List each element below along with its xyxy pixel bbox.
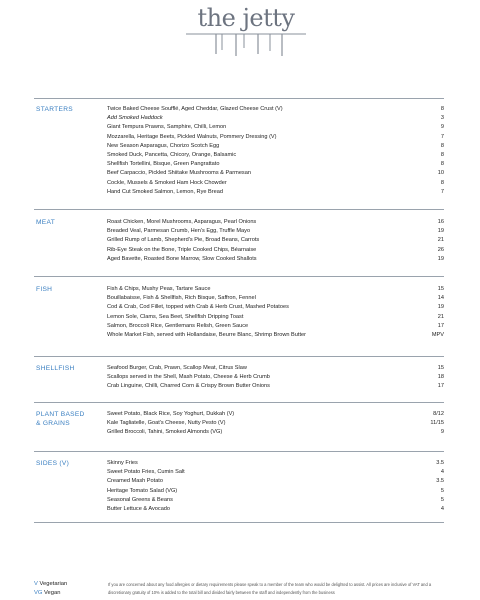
- menu-item: [107, 331, 444, 340]
- item-name: Whole Market Fish, served with Hollandaise, Beurre Blanc, Shrimp Brown Butter: [107, 331, 306, 338]
- legend-vegetarian: V Vegetarian: [34, 581, 68, 587]
- item-price: 19: [437, 255, 444, 262]
- menu-item: [107, 188, 444, 197]
- item-name: Rib-Eye Steak on the Bone, Triple Cooked Chips, Béarnaise: [107, 246, 257, 253]
- item-price: 8/12: [433, 411, 444, 417]
- section-title: [36, 364, 75, 373]
- section-title-line: SHELLFISH: [36, 365, 75, 372]
- section-divider: [34, 451, 444, 452]
- logo-wordmark: the jetty: [197, 4, 295, 32]
- item-name: Grilled Broccoli, Tahini, Smoked Almonds (VG): [107, 429, 223, 436]
- menu-item: [107, 114, 444, 123]
- section-title: [36, 218, 55, 227]
- item-name: Aged Bavette, Roasted Bone Marrow, Slow Cooked Shallots: [107, 255, 257, 262]
- item-name: Salmon, Broccoli Rice, Gentlemans Relish, Green Sauce: [107, 322, 249, 329]
- menu-item: [107, 218, 444, 227]
- logo-pier-graphic: [186, 4, 306, 60]
- item-name: Add Smoked Haddock: [107, 115, 163, 122]
- item-name: Roast Chicken, Morel Mushrooms, Asparagus, Pearl Onions: [107, 219, 257, 225]
- item-price: 14: [437, 295, 444, 302]
- menu-item: [107, 246, 444, 255]
- item-price: 7: [440, 188, 444, 195]
- menu-item: [107, 382, 444, 391]
- menu-item: [107, 151, 444, 160]
- menu-item: [107, 496, 444, 505]
- menu-item: [107, 459, 444, 468]
- section-items: [107, 218, 444, 264]
- item-name: Cod & Crab, Cod Fillet, topped with Crab & Herb Crust, Mashed Potatoes: [107, 304, 289, 311]
- menu-item: [107, 410, 444, 419]
- item-name: Cockle, Mussels & Smoked Ham Hock Chowder: [107, 179, 227, 186]
- item-name: Scallops served in the Shell, Mash Potato, Cheese & Herb Crumb: [107, 374, 270, 381]
- item-name: New Season Asparagus, Chorizo Scotch Egg: [107, 142, 220, 149]
- menu-item: [107, 364, 444, 373]
- item-price: 8: [440, 142, 444, 149]
- item-price: 3: [440, 115, 444, 122]
- menu-item: [107, 477, 444, 486]
- item-name: Skinny Fries: [107, 460, 138, 466]
- item-price: 5: [440, 496, 444, 503]
- item-name: Butter Lettuce & Avocado: [107, 505, 171, 512]
- section-items: [107, 285, 444, 340]
- item-name: Fish & Chips, Mushy Peas, Tartare Sauce: [107, 286, 211, 292]
- item-name: Sweet Potato, Black Rice, Soy Yoghurt, Dukkah (V): [107, 411, 235, 417]
- item-name: Seasonal Greens & Beans: [107, 496, 173, 503]
- item-name: Heritage Tomato Salad (VG): [107, 487, 178, 494]
- menu-item: [107, 105, 444, 114]
- item-price: 8: [440, 161, 444, 168]
- item-name: Smoked Duck, Pancetta, Chicory, Orange, Balsamic: [107, 151, 237, 158]
- item-price: 8: [440, 106, 444, 112]
- section-title: [36, 285, 52, 294]
- section-title-line: SIDES (V): [36, 460, 70, 467]
- menu-item: [107, 227, 444, 236]
- item-name: Sweet Potato Fries, Cumin Salt: [107, 469, 185, 476]
- item-price: 11/15: [430, 420, 444, 427]
- menu-item: [107, 236, 444, 245]
- menu-item: [107, 373, 444, 382]
- item-price: 26: [437, 246, 444, 253]
- section-divider: [34, 402, 444, 403]
- menu-item: [107, 285, 444, 294]
- menu-item: [107, 179, 444, 188]
- item-name: Seafood Burger, Crab, Prawn, Scallop Meat, Citrus Slaw: [107, 365, 247, 371]
- item-price: 7: [440, 133, 444, 140]
- menu-item: [107, 419, 444, 428]
- section-title-line: STARTERS: [36, 106, 73, 113]
- menu-item: [107, 313, 444, 322]
- item-name: Hand Cut Smoked Salmon, Lemon, Rye Bread: [107, 188, 223, 195]
- menu-item: [107, 160, 444, 169]
- item-name: Kale Tagliatelle, Goat's Cheese, Nutty Pesto (V): [107, 420, 226, 427]
- item-price: 19: [437, 228, 444, 235]
- item-price: 18: [437, 374, 444, 381]
- item-price: 15: [437, 365, 444, 371]
- legend-vegan: VG Vegan: [34, 590, 61, 596]
- bottom-divider: [34, 522, 444, 523]
- section-title: [36, 410, 85, 428]
- item-price: 5: [440, 487, 444, 494]
- item-name: Beef Carpaccio, Pickled Shiitake Mushrooms & Parmesan: [107, 170, 251, 177]
- section-title-line: PLANT BASED: [36, 411, 85, 418]
- menu-item: [107, 322, 444, 331]
- section-title: [36, 459, 69, 468]
- menu-item: [107, 142, 444, 151]
- item-price: 4: [440, 469, 444, 476]
- menu-item: [107, 294, 444, 303]
- item-price: 4: [440, 505, 444, 512]
- menu-item: [107, 428, 444, 437]
- item-name: Grilled Rump of Lamb, Shepherd's Pie, Broad Beans, Carrots: [107, 237, 260, 244]
- item-price: 9: [440, 124, 444, 131]
- section-title: [36, 105, 73, 114]
- item-price: 8: [440, 151, 444, 158]
- item-price: 10: [437, 170, 444, 177]
- item-price: 3.5: [436, 460, 444, 466]
- item-price: 9: [440, 429, 444, 436]
- item-name: Crab Linguine, Chilli, Charred Corn & Crispy Brown Butter Onions: [107, 383, 270, 390]
- menu-item: [107, 468, 444, 477]
- item-price: 8: [440, 179, 444, 186]
- item-price: 17: [437, 383, 444, 390]
- item-name: Bouillabaisse, Fish & Shellfish, Rich Bisque, Saffron, Fennel: [107, 295, 256, 302]
- section-title-line: MEAT: [36, 219, 56, 226]
- item-name: Creamed Mash Potato: [107, 478, 163, 485]
- section-title-line: FISH: [36, 286, 53, 293]
- section-items: [107, 410, 444, 438]
- item-name: Mozzarella, Heritage Beets, Pickled Walnuts, Pommery Dressing (V): [107, 133, 277, 140]
- section-divider: [34, 276, 444, 277]
- item-price: 21: [437, 237, 444, 244]
- item-name: Giant Tempura Prawns, Samphire, Chilli, Lemon: [107, 124, 227, 131]
- menu-item: [107, 169, 444, 178]
- section-divider: [34, 209, 444, 210]
- item-price: 17: [437, 322, 444, 329]
- top-divider: [34, 98, 444, 99]
- menu-item: [107, 123, 444, 132]
- item-price: 16: [437, 219, 444, 225]
- section-items: [107, 105, 444, 197]
- item-name: Breaded Veal, Parmesan Crumb, Hen's Egg, Truffle Mayo: [107, 228, 251, 235]
- item-price: 21: [437, 313, 444, 320]
- menu-item: [107, 303, 444, 312]
- section-items: [107, 364, 444, 392]
- menu-item: [107, 255, 444, 264]
- item-price: 19: [437, 304, 444, 311]
- section-title-line: & GRAINS: [36, 420, 70, 428]
- section-items: [107, 459, 444, 514]
- dietary-legend: [34, 580, 67, 598]
- item-name: Lemon Sole, Clams, Sea Beet, Shellfish Dripping Toast: [107, 313, 244, 320]
- jetty-logo: [186, 4, 306, 60]
- menu-item: [107, 487, 444, 496]
- allergy-and-service-note: If you are concerned about any food allergies or dietary requirements please speak to a member of the team who would be delighted to assist. All prices are inclusive of VAT and a discretionary gratuity of 10% is added to the total bill and divided fairly between the staff and independently from the business: [108, 582, 432, 595]
- item-name: Shellfish Tortellini, Bisque, Green Pangrattato: [107, 161, 220, 168]
- menu-item: [107, 133, 444, 142]
- item-price: 15: [437, 286, 444, 292]
- section-divider: [34, 356, 444, 357]
- item-name: Twice Baked Cheese Soufflé, Aged Cheddar, Glazed Cheese Crust (V): [107, 106, 283, 112]
- item-price: MPV: [431, 331, 444, 338]
- menu-item: [107, 505, 444, 514]
- item-price: 3.5: [436, 478, 444, 485]
